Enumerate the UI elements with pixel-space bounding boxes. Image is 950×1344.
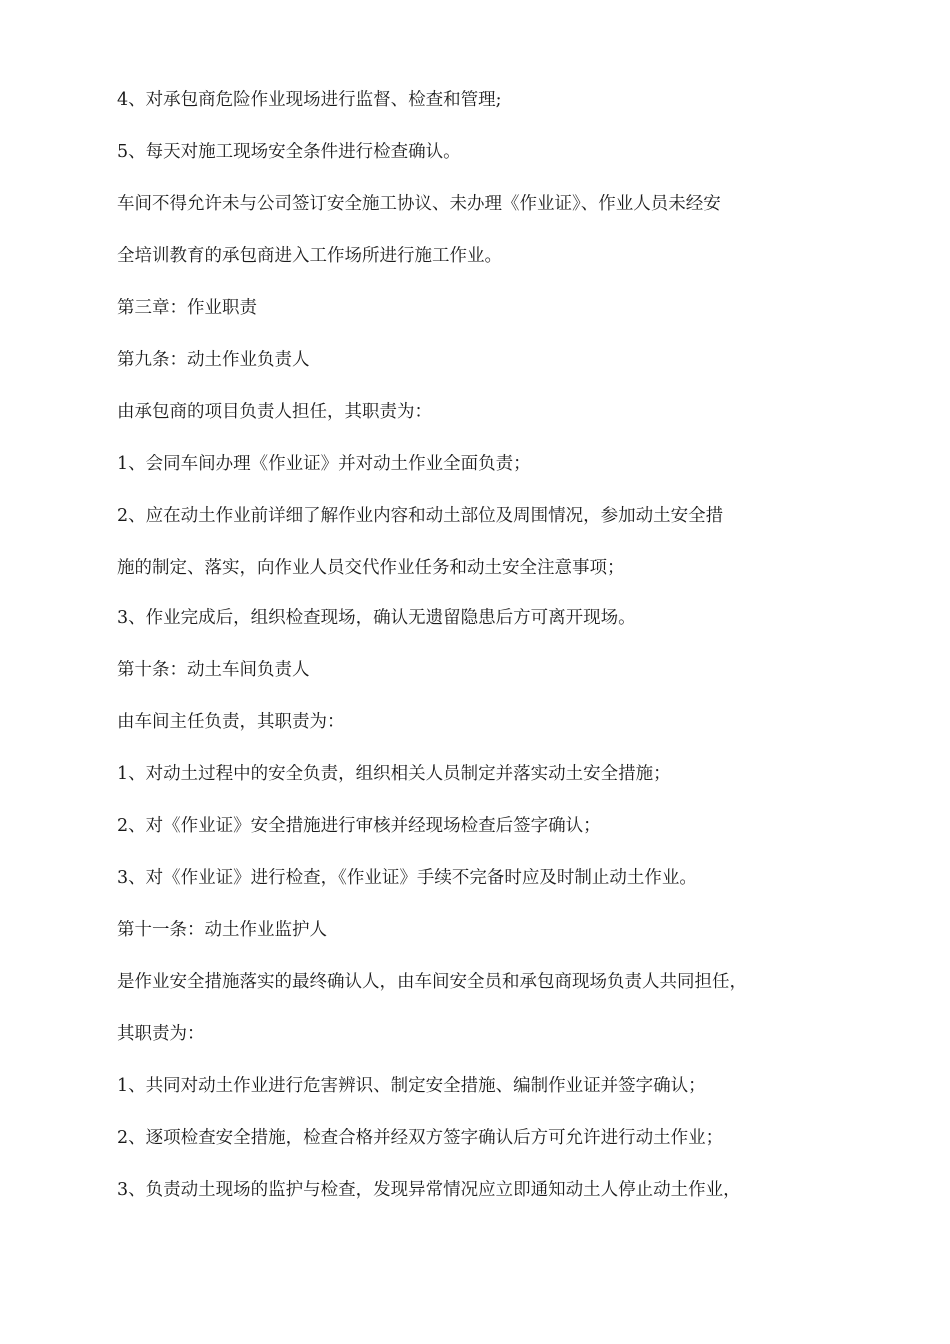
article-heading-9: 第九条：动土作业负责人 [117, 350, 310, 370]
text-line-10: 施的制定、落实，向作业人员交代作业任务和动土安全注意事项； [117, 558, 625, 578]
text-line-16: 3、对《作业证》进行检查，《作业证》手续不完备时应及时制止动土作业。 [117, 868, 697, 888]
text-line-9: 2、应在动土作业前详细了解作业内容和动土部位及周围情况，参加动土安全措 [117, 506, 724, 526]
text-line-7: 由承包商的项目负责人担任，其职责为： [117, 402, 432, 422]
text-line-14: 1、对动土过程中的安全负责，组织相关人员制定并落实动土安全措施； [117, 764, 671, 784]
article-heading-11: 第十一条：动土作业监护人 [117, 920, 327, 940]
text-line-18: 是作业安全措施落实的最终确认人，由车间安全员和承包商现场负责人共同担任， [117, 972, 747, 992]
text-line-11: 3、作业完成后，组织检查现场，确认无遗留隐患后方可离开现场。 [117, 608, 636, 628]
text-line-22: 3、负责动土现场的监护与检查，发现异常情况应立即通知动土人停止动土作业， [117, 1180, 741, 1200]
text-line-19: 其职责为： [117, 1024, 205, 1044]
text-line-1: 4、对承包商危险作业现场进行监督、检查和管理; [117, 90, 502, 110]
text-line-20: 1、共同对动土作业进行危害辨识、制定安全措施、编制作业证并签字确认； [117, 1076, 706, 1096]
text-line-3: 车间不得允许未与公司签订安全施工协议、未办理《作业证》、作业人员未经安 [117, 194, 721, 214]
text-line-15: 2、对《作业证》安全措施进行审核并经现场检查后签字确认； [117, 816, 601, 836]
text-line-13: 由车间主任负责，其职责为： [117, 712, 345, 732]
text-line-2: 5、每天对施工现场安全条件进行检查确认。 [117, 142, 461, 162]
text-line-21: 2、逐项检查安全措施，检查合格并经双方签字确认后方可允许进行动土作业； [117, 1128, 724, 1148]
article-heading-10: 第十条：动土车间负责人 [117, 660, 310, 680]
chapter-heading: 第三章：作业职责 [117, 298, 257, 318]
text-line-4: 全培训教育的承包商进入工作场所进行施工作业。 [117, 246, 502, 266]
text-line-8: 1、会同车间办理《作业证》并对动土作业全面负责； [117, 454, 531, 474]
